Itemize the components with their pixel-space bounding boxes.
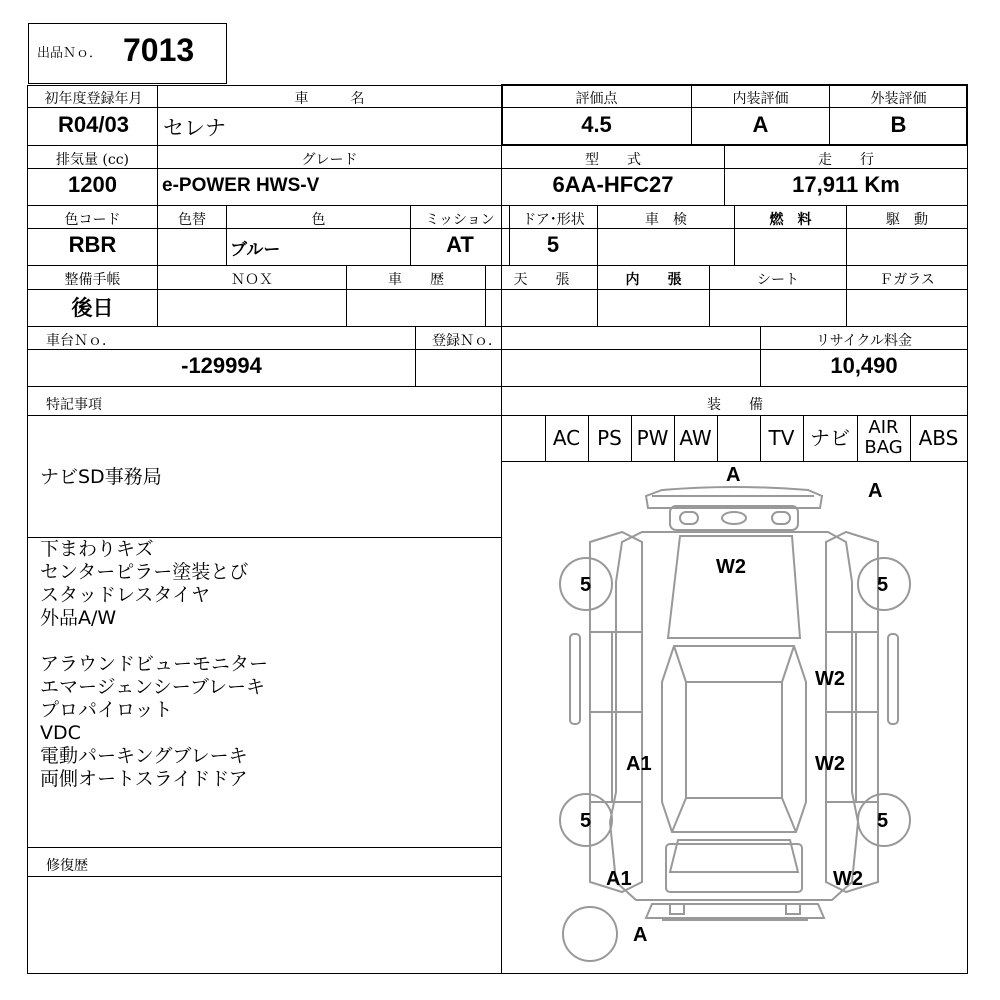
note-line: スタッドレスタイヤ xyxy=(40,584,211,606)
front-bumper-grade: A xyxy=(726,464,741,486)
equipment-navi: ナビ xyxy=(810,426,850,450)
displacement-value: 1200 xyxy=(68,172,117,197)
left-rear-quarter-grade: A1 xyxy=(606,868,632,890)
special-notes-text: ナビSD事務局 xyxy=(40,466,162,488)
car-diagram xyxy=(502,462,967,973)
exterior-grade-value: B xyxy=(890,112,907,137)
chassis-label: 車台Ｎｏ． xyxy=(46,333,116,349)
mileage-value: 17,911 Km xyxy=(792,172,900,197)
drive-label: 駆 動 xyxy=(886,212,928,228)
special-notes-label: 特記事項 xyxy=(46,397,102,413)
fuel-label: 燃 料 xyxy=(769,212,812,228)
right-rear-quarter-grade: W2 xyxy=(833,868,863,890)
color-label: 色 xyxy=(311,212,326,228)
equipment-pw: PW xyxy=(636,426,669,450)
note-line: エマージェンシーブレーキ xyxy=(40,676,266,698)
door-label: ドア･形状 xyxy=(522,212,585,228)
tire-front-left-grade: 5 xyxy=(580,574,592,596)
color-code-value: RBR xyxy=(68,232,117,257)
left-rear-door-grade: A1 xyxy=(626,753,652,775)
registration-label: 登録Ｎｏ． xyxy=(432,333,502,349)
lot-number: 7013 xyxy=(123,32,195,68)
door-value: 5 xyxy=(546,232,560,257)
note-line: アラウンドビューモニター xyxy=(40,653,269,675)
maintenance-label: 整備手帳 xyxy=(64,272,121,288)
note-line: 電動パーキングブレーキ xyxy=(40,745,248,767)
seat-label: シート xyxy=(757,272,799,288)
transmission-value: AT xyxy=(446,232,474,257)
equipment-abs: ABS xyxy=(918,426,959,450)
model-value: 6AA-HFC27 xyxy=(552,172,674,197)
front-glass-label: Ｆガラス xyxy=(879,272,935,288)
score-label: 評価点 xyxy=(575,91,618,107)
car-name-value: セレナ xyxy=(163,116,226,140)
maintenance-value: 後日 xyxy=(71,296,114,320)
grade-label: グレード xyxy=(301,152,358,168)
transmission-label: ミッション xyxy=(425,212,495,228)
color-change-label: 色替 xyxy=(178,212,206,228)
inspection-label: 車 検 xyxy=(645,212,687,228)
equipment-tv: TV xyxy=(768,426,795,450)
equipment-airbag: AIR BAG xyxy=(864,417,903,458)
lot-label: 出品Ｎｏ． xyxy=(37,46,103,61)
mileage-label: 走 行 xyxy=(818,152,874,168)
notes-list xyxy=(40,538,268,791)
color-value: ブルー xyxy=(230,240,281,260)
note-line: 外品A/W xyxy=(40,607,117,629)
exterior-grade-label: 外装評価 xyxy=(870,91,927,107)
reg-date-value: R04/03 xyxy=(58,112,129,137)
displacement-label: 排気量 (cc) xyxy=(55,152,130,168)
tire-front-right-grade: 5 xyxy=(877,574,889,596)
car-name-label: 車 名 xyxy=(294,91,365,107)
note-line xyxy=(40,630,268,653)
roof-lining-label: 天 張 xyxy=(513,272,570,288)
grade-value: e-POWER HWS-V xyxy=(162,175,320,196)
interior-grade-value: A xyxy=(752,112,769,137)
recycle-fee-label: リサイクル料金 xyxy=(815,333,913,349)
equipment-aw: AW xyxy=(679,426,712,450)
nox-label: ＮＯＸ xyxy=(231,272,273,288)
front-right-grade: A xyxy=(868,480,883,502)
score-value: 4.5 xyxy=(581,112,612,137)
equipment-label: 装 備 xyxy=(707,397,763,413)
lot-box xyxy=(28,23,227,84)
hood-grade: W2 xyxy=(716,556,746,578)
equipment-ps: PS xyxy=(597,426,622,450)
note-line: センターピラー塗装とび xyxy=(40,561,249,583)
note-line: 下まわりキズ xyxy=(40,538,154,560)
reg-date-label: 初年度登録年月 xyxy=(44,91,143,107)
right-front-door-grade: W2 xyxy=(815,668,845,690)
history-label: 車 歴 xyxy=(388,272,444,288)
color-code-label: 色コード xyxy=(64,212,121,228)
equipment-ac: AC xyxy=(552,426,581,450)
right-rear-door-grade: W2 xyxy=(815,753,845,775)
rear-bumper-grade: A xyxy=(633,924,648,946)
note-line: 両側オートスライドドア xyxy=(40,768,248,790)
note-line: VDC xyxy=(40,722,81,744)
interior-grade-label: 内装評価 xyxy=(732,91,789,107)
tire-rear-right-grade: 5 xyxy=(877,810,889,832)
recycle-fee-value: 10,490 xyxy=(830,353,898,378)
interior-trim-label: 内 張 xyxy=(625,272,682,288)
tire-rear-left-grade: 5 xyxy=(580,810,592,832)
chassis-value: -129994 xyxy=(181,353,262,378)
note-line: プロパイロット xyxy=(40,699,173,721)
repair-history-label: 修復歴 xyxy=(46,858,88,874)
model-label: 型 式 xyxy=(585,152,641,168)
